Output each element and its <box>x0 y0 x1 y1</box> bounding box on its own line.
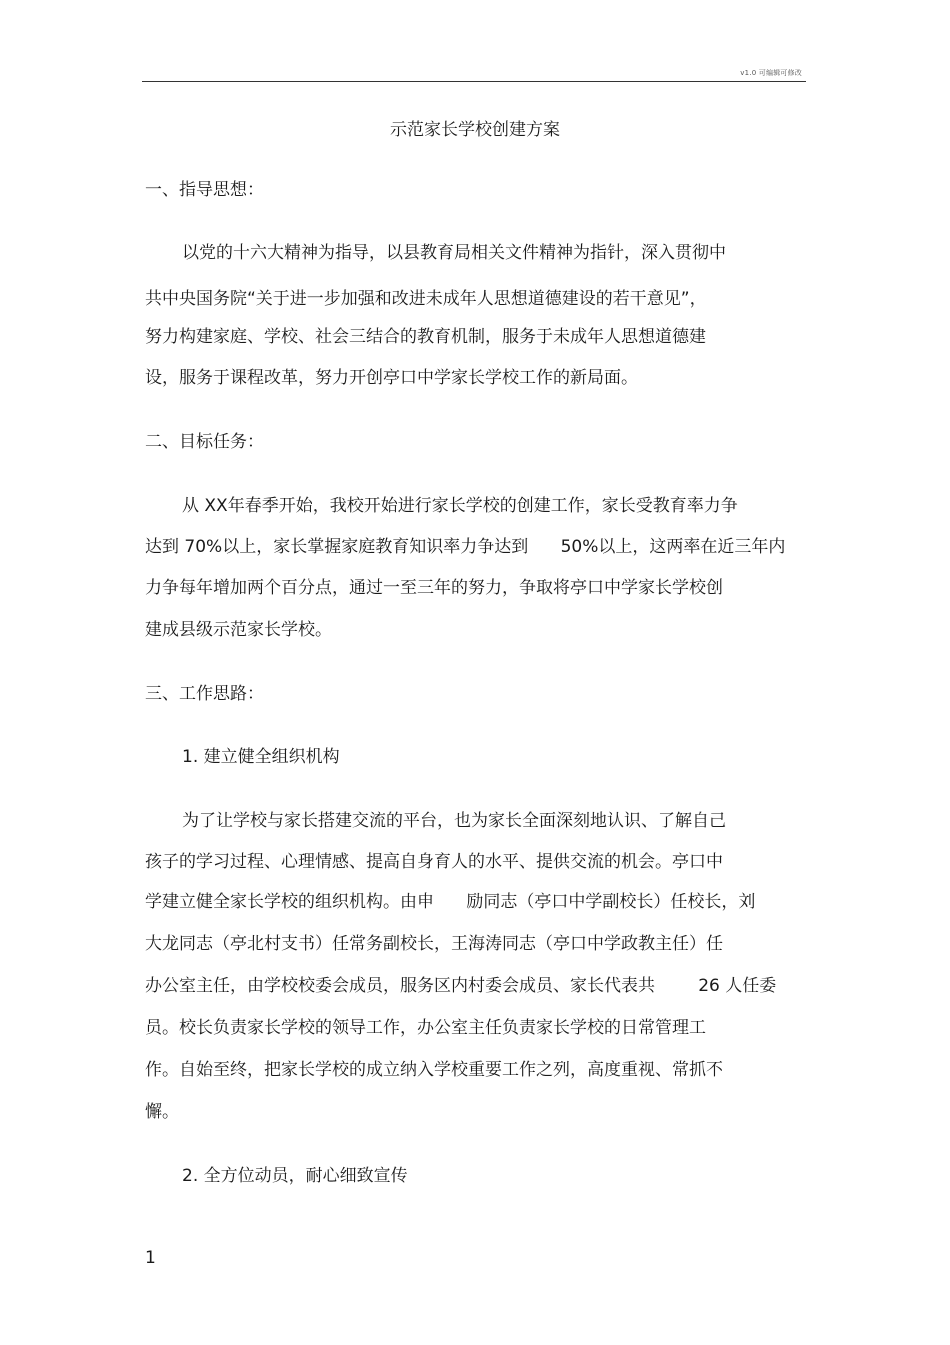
paragraph-line: 办公室主任，由学校校委会成员，服务区内村委会成员、家长代表共 26 人任委 <box>145 976 777 996</box>
sub-heading-1: 1. 建立健全组织机构 <box>182 747 340 767</box>
paragraph-line: 设，服务于课程改革，努力开创亭口中学家长学校工作的新局面。 <box>145 368 638 388</box>
paragraph-line: 懈。 <box>145 1102 179 1122</box>
paragraph-line: 从 XX年春季开始，我校开始进行家长学校的创建工作，家长受教育率力争 <box>182 496 738 516</box>
section-heading-1: 一、指导思想： <box>145 180 264 200</box>
paragraph-line: 以党的十六大精神为指导，以县教育局相关文件精神为指针，深入贯彻中 <box>182 243 726 263</box>
paragraph-line: 达到 70%以上，家长掌握家庭教育知识率力争达到 50%以上，这两率在近三年内 <box>145 537 786 557</box>
section-heading-2: 二、目标任务： <box>145 432 264 452</box>
sub-heading-2: 2. 全方位动员，耐心细致宣传 <box>182 1166 408 1186</box>
section-heading-3: 三、工作思路： <box>145 684 264 704</box>
paragraph-line: 作。自始至终，把家长学校的成立纳入学校重要工作之列，高度重视、常抓不 <box>145 1060 723 1080</box>
paragraph-line: 大龙同志（亭北村支书）任常务副校长，王海涛同志（亭口中学政教主任）任 <box>145 934 723 954</box>
paragraph-line: 孩子的学习过程、心理情感、提高自身育人的水平、提供交流的机会。亭口中 <box>145 852 723 872</box>
paragraph-line: 力争每年增加两个百分点，通过一至三年的努力，争取将亭口中学家长学校创 <box>145 578 723 598</box>
header-note: v1.0 可编辑可修改 <box>740 69 802 77</box>
paragraph-line: 共中央国务院“关于进一步加强和改进未成年人思想道德建设的若干意见”， <box>145 289 707 309</box>
paragraph-line: 学建立健全家长学校的组织机构。由申 励同志（亭口中学副校长）任校长，刘 <box>145 892 756 912</box>
doc-title: 示范家长学校创建方案 <box>390 120 560 140</box>
paragraph-line: 努力构建家庭、学校、社会三结合的教育机制，服务于未成年人思想道德建 <box>145 327 706 347</box>
paragraph-line: 员。校长负责家长学校的领导工作，办公室主任负责家长学校的日常管理工 <box>145 1018 706 1038</box>
header-rule <box>142 81 806 82</box>
page-number: 1 <box>145 1248 156 1268</box>
paragraph-line: 建成县级示范家长学校。 <box>145 620 332 640</box>
paragraph-line: 为了让学校与家长搭建交流的平台，也为家长全面深刻地认识、了解自己 <box>182 811 726 831</box>
